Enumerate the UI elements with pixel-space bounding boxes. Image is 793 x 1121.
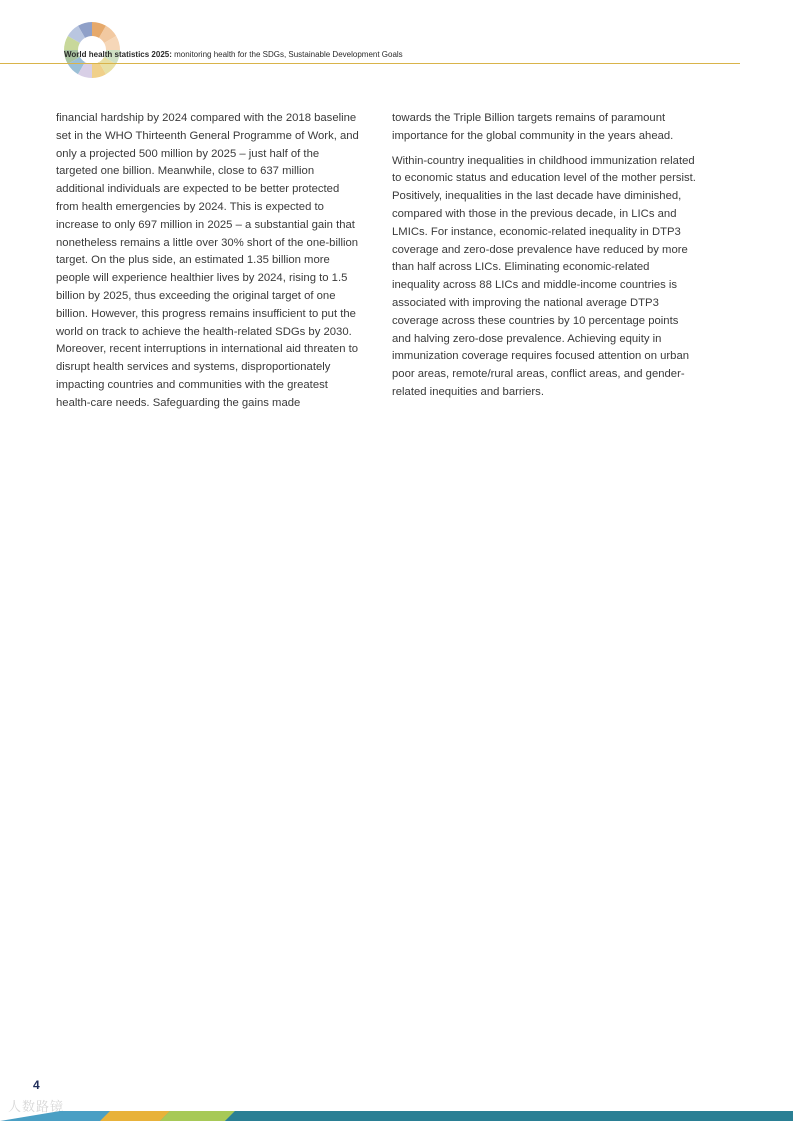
page-number: 4	[33, 1078, 40, 1092]
body-paragraph: towards the Triple Billion targets remains of paramount importance for the global community in the years ahead.	[392, 112, 674, 142]
header-title-bold: World health statistics 2025:	[64, 50, 172, 59]
watermark: 人数路镜	[8, 1099, 65, 1114]
left-column	[56, 110, 361, 420]
right-column	[392, 110, 700, 409]
body-paragraph: Within-country inequalities in childhood immunization related to economic status and education level of the mother persist. Positively, inequalities in the last decade have diminished, compared with those in the previous decade, in LICs and LMICs. For instance, economic-related inequality in DTP3 coverage and zero-dose prevalence have reduced by more than half across LICs. Eliminating economic-related inequality across 88 LICs and middle-income countries is associated with improving the national average DTP3 coverage across these countries by 10 percentage points and halving zero-dose prevalence. Achieving equity in immunization coverage requires focused attention on urban poor areas, remote/rural areas, conflict areas, and gender-related inequities and barriers.	[392, 154, 696, 398]
body-paragraph: financial hardship by 2024 compared with the 2018 baseline set in the WHO Thirteenth General Programme of Work, and only a projected 500 million by 2025 – just half of the targeted one billion. Meanwhile, close to 637 million additional individuals are expected to be better protected from health emergencies by 2024. This is expected to increase to only 697 million in 2025 – a substantial gain that nonetheless remains a little over 30% short of the one-billion target. On the plus side, an estimated 1.35 billion more people will experience healthier lives by 2024, rising to 1.5 billion by 2025, thus exceeding the original target of one billion. However, this progress remains insufficient to put the world on track to achieve the health-related SDGs by 2030. Moreover, recent interruptions in international aid threaten to disrupt health services and systems, disproportionately impacting countries and communities with the greatest health-care needs. Safeguarding the gains made	[56, 112, 359, 409]
running-header	[64, 50, 403, 59]
header-divider	[0, 63, 740, 64]
header-title-rest: monitoring health for the SDGs, Sustainable Development Goals	[171, 50, 403, 59]
footer-color-band	[0, 1111, 793, 1121]
